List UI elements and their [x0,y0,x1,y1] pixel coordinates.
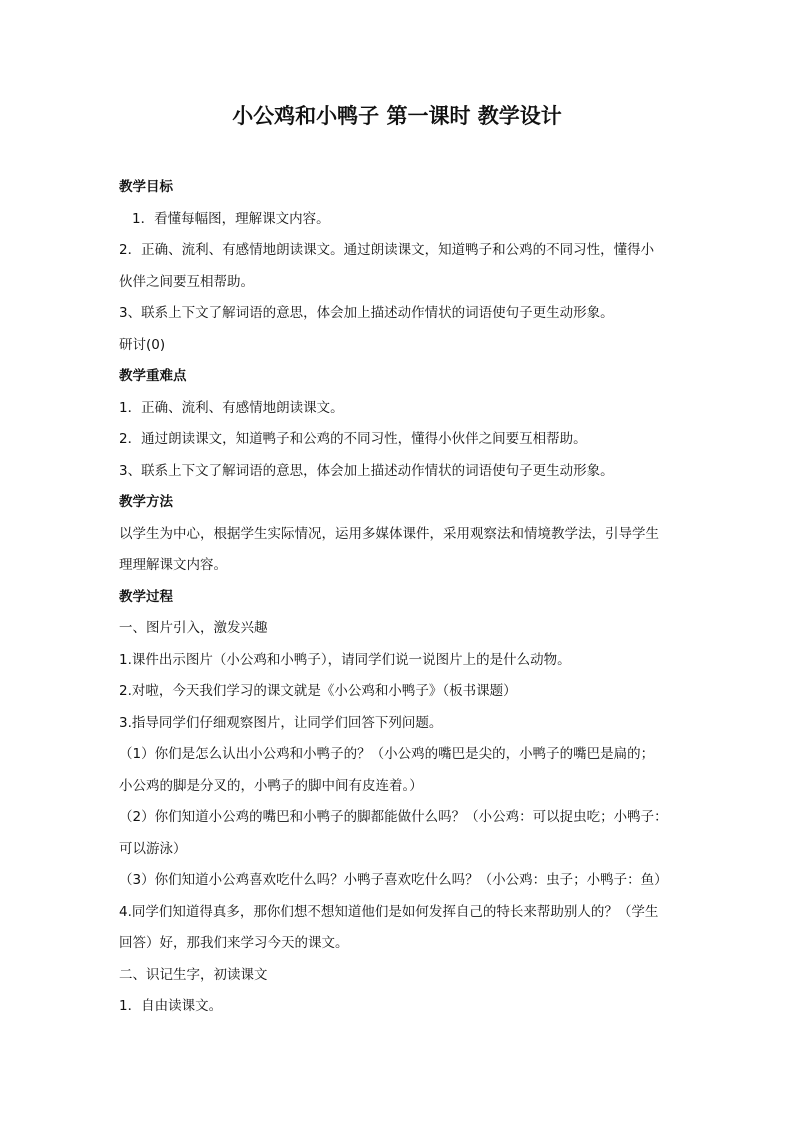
paragraph: 1．看懂每幅图，理解课文内容。 [132,210,330,227]
paragraph: 3、联系上下文了解词语的意思，体会加上描述动作情状的词语使句子更生动形象。 [119,462,614,479]
paragraph: （2）你们知道小公鸡的嘴巴和小鸭子的脚都能做什么吗？（小公鸡：可以捉虫吃；小鸭子： [119,809,668,825]
paragraph: 小公鸡的脚是分叉的，小鸭子的脚中间有皮连着。） [119,777,423,794]
paragraph: 回答）好，那我们来学习今天的课文。 [119,935,349,951]
document-body [119,172,679,1023]
paragraph: 3.指导同学们仔细观察图片，让同学们回答下列问题。 [119,714,443,731]
paragraph: 4.同学们知道得真多，那你们想不想知道他们是如何发挥自己的特长来帮助别人的？（学生 [119,903,659,920]
paragraph: 1．正确、流利、有感情地朗读课文。 [119,399,344,416]
subheading: 二、识记生字，初读课文 [119,966,268,983]
paragraph: 3、联系上下文了解词语的意思，体会加上描述动作情状的词语使句子更生动形象。 [119,305,614,321]
subheading: 一、图片引入，激发兴趣 [119,620,268,636]
paragraph: （3）你们知道小公鸡喜欢吃什么吗？小鸭子喜欢吃什么吗？（小公鸡：虫子；小鸭子：鱼） [119,872,668,888]
section-heading-process: 教学过程 [119,588,173,605]
paragraph: 2．正确、流利、有感情地朗读课文。通过朗读课文，知道鸭子和公鸡的不同习性，懂得小 [119,242,655,258]
paragraph: 伙伴之间要互相帮助。 [119,273,254,290]
section-heading-methods: 教学方法 [119,494,173,510]
document-title: 小公鸡和小鸭子 第一课时 教学设计 [232,104,562,128]
section-heading-objectives: 教学目标 [119,179,173,195]
discussion-link[interactable]: 研讨(0) [119,336,166,353]
paragraph: 1．自由读课文。 [119,998,223,1014]
paragraph: 2．通过朗读课文，知道鸭子和公鸡的不同习性，懂得小伙伴之间要互相帮助。 [119,431,587,447]
paragraph: 理理解课文内容。 [119,557,227,573]
section-heading-key-points: 教学重难点 [119,368,187,384]
paragraph: 1.课件出示图片（小公鸡和小鸭子），请同学们说一说图片上的是什么动物。 [119,651,571,668]
paragraph: （1）你们是怎么认出小公鸡和小鸭子的？（小公鸡的嘴巴是尖的，小鸭子的嘴巴是扁的； [119,746,655,762]
paragraph: 以学生为中心，根据学生实际情况，运用多媒体课件，采用观察法和情境教学法，引导学生 [119,525,659,542]
paragraph: 可以游泳） [119,840,187,857]
paragraph: 2.对啦，今天我们学习的课文就是《小公鸡和小鸭子》（板书课题） [119,683,517,699]
